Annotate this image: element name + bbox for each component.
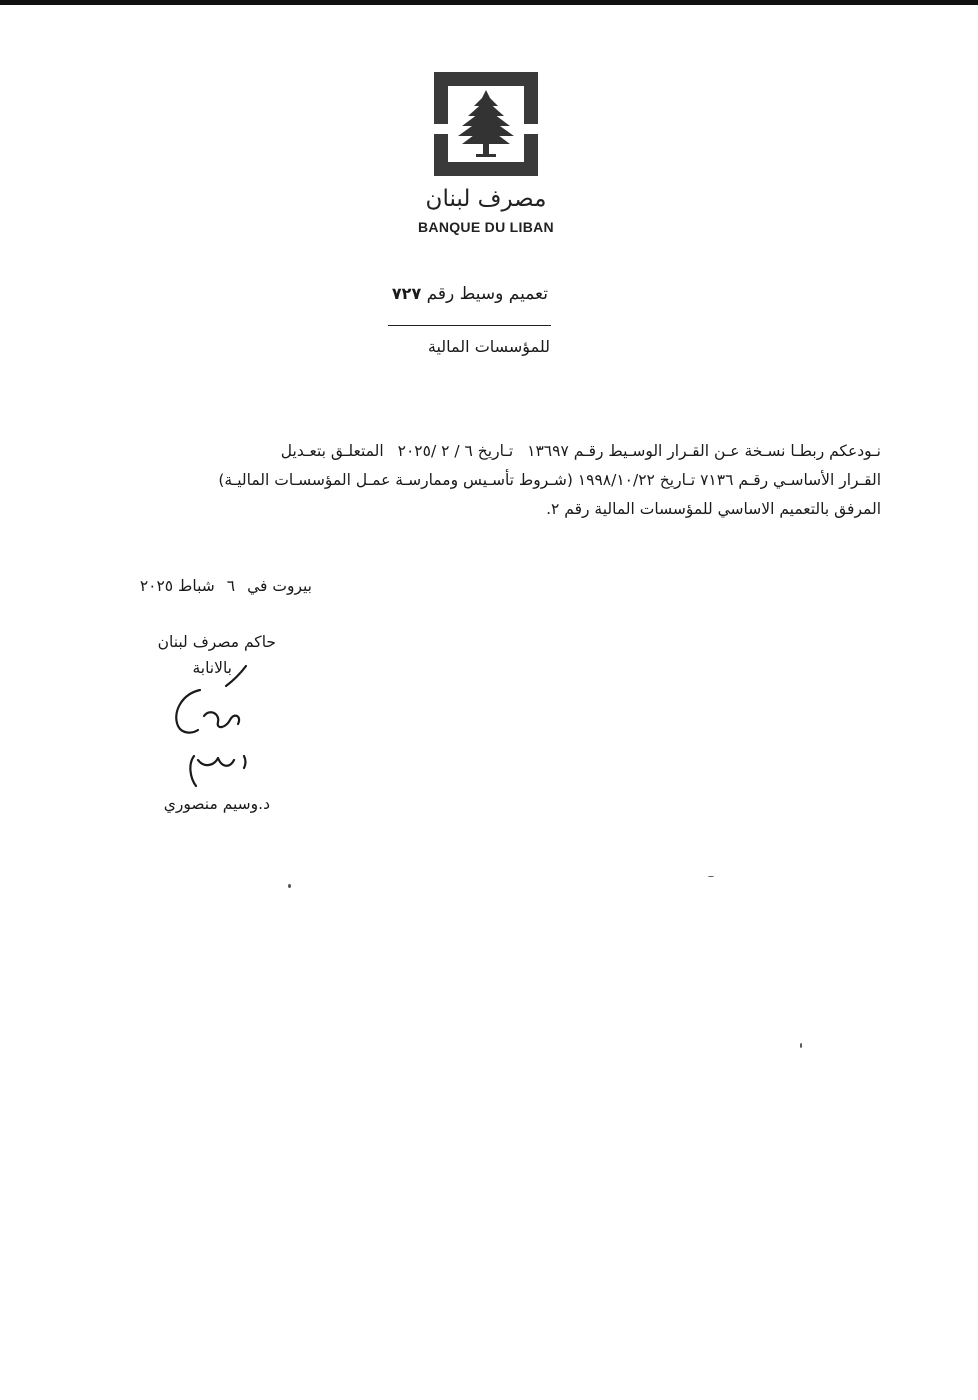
scan-speck xyxy=(800,1043,802,1048)
body-line-1 xyxy=(88,437,881,466)
letterhead-name-english: BANQUE DU LIBAN xyxy=(418,219,554,235)
circular-title-text: تعميم وسيط رقم xyxy=(426,284,548,304)
proxy-label: بالانابة xyxy=(192,659,232,677)
issue-place: بيروت في xyxy=(247,577,312,595)
signer-name: د.وسيم منصوري xyxy=(163,795,270,813)
issue-day: ٦ xyxy=(226,577,236,595)
letterhead-name-arabic: مصرف لبنان xyxy=(425,186,547,212)
circular-audience: للمؤسسات المالية xyxy=(427,337,550,356)
issue-date xyxy=(60,577,312,595)
issue-month-year: شباط ٢٠٢٥ xyxy=(139,577,215,595)
circular-body xyxy=(88,437,881,524)
scan-speck xyxy=(288,884,291,888)
circular-title xyxy=(300,284,548,304)
scan-speck xyxy=(708,876,714,877)
banque-du-liban-emblem xyxy=(432,70,540,178)
body-line-1-part-3: المتعلـق بتعـديل xyxy=(280,442,384,460)
title-underline xyxy=(388,325,551,326)
circular-number: ٧٢٧ xyxy=(391,284,422,303)
body-line-1-part-2: تـاريخ ٦ / ٢ /٢٠٢٥ xyxy=(397,442,514,460)
page-top-border xyxy=(0,0,978,5)
body-line-2: القـرار الأساسـي رقـم ٧١٣٦ تـاريخ ١٩٩٨/١٠/٢٢ (شـروط تأسـيس وممارسـة عمـل المؤسسـات الماليـة) xyxy=(218,471,881,489)
body-line-1-part-1: نـودعكم ربطـا نسـخة عـن القـرار الوسـيط رقـم ١٣٦٩٧ xyxy=(527,442,881,460)
handwritten-signature xyxy=(160,660,270,800)
governor-title: حاكم مصرف لبنان xyxy=(157,633,276,651)
body-line-3: المرفق بالتعميم الاساسي للمؤسسات المالية رقم ٢. xyxy=(546,500,881,518)
